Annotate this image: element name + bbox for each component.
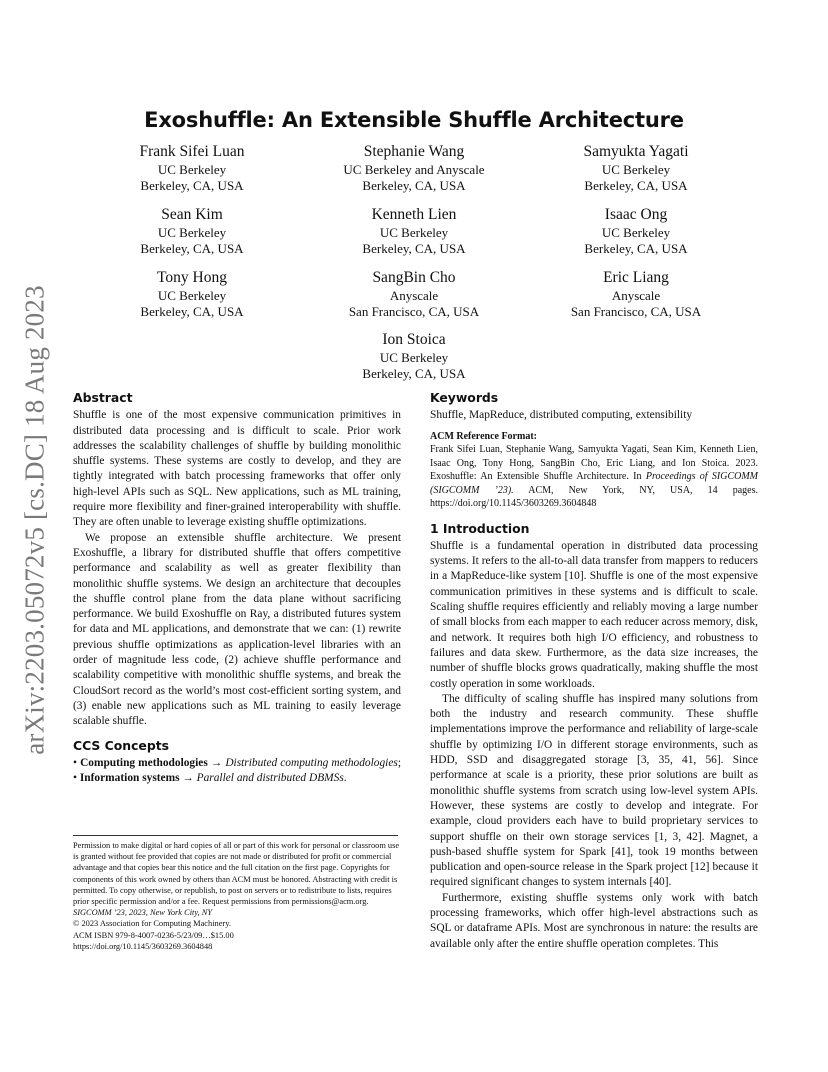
author-name: Sean Kim (161, 206, 223, 223)
permission-footnote (73, 840, 401, 952)
introduction-paragraph: The difficulty of scaling shuffle has inspired many solutions from both the industry and research community. These shuffle implementations improve the performance and reliability of large-scale shuffle by optimizing I/O in different storage environments, such as HDD, SSD and disaggregated storage [3, 35, 41, 56]. Since performance at scale is a priority, these prior solutions are built as monolithic shuffle systems from scratch using low-level system APIs. However, these systems are costly to develop and integrate. For example, cloud providers each have to build proprietary services to support shuffle on their own storage services [1, 3, 42]. Magnet, a push-based shuffle system for Spark [41], took 19 months between publication and open-source release in the Spark project [12] because it required significant changes to system internals [40]. (430, 692, 758, 889)
author-location: Berkeley, CA, USA (584, 241, 688, 256)
author-block (531, 205, 741, 257)
author-name: SangBin Cho (372, 269, 456, 286)
author-name: Tony Hong (157, 269, 227, 286)
abstract-paragraph: We propose an extensible shuffle architecture. We present Exoshuffle, a library for distributed shuffle that offers competitive performance and scalability as well as greater flexibility than monolithic shuffle systems. We design an architecture that decouples the shuffle control plane from the data plane without sacrificing performance. We build Exoshuffle on Ray, a distributed futures system for data and ML applications, and demonstrate that we can: (1) rewrite previous shuffle optimizations as application-level libraries with an order of magnitude less code, (2) achieve shuffle performance and scalability competitive with monolithic shuffle systems, and break the CloudSort record as the world’s most cost-efficient sorting system, and (3) enable new applications such as ML training to easily leverage scalable shuffle. (73, 531, 401, 728)
author-affiliation: UC Berkeley (157, 162, 227, 177)
doi-text: https://doi.org/10.1145/3603269.3604848 (73, 941, 213, 951)
introduction-heading: 1 Introduction (430, 520, 530, 536)
author-location: San Francisco, CA, USA (348, 304, 480, 319)
reference-format-text: Frank Sifei Luan, Stephanie Wang, Samyukta Yagati, Sean Kim, Kenneth Lien, Isaac Ong, Tony Hong, SangBin Cho, Eric Liang, and Ion Stoica. 2023. Exoshuffle: An Extensible Shuffle Architecture. In Proceedings of SIGCOMM (SIGCOMM ’23). ACM, New York, NY, USA, 14 pages. https://doi.org/10.1145/3603269.3604848 (430, 444, 758, 510)
author-location: Berkeley, CA, USA (140, 241, 244, 256)
author-name: Frank Sifei Luan (139, 143, 245, 160)
introduction-paragraph: Furthermore, existing shuffle systems only work with batch processing frameworks, which offer high-level abstractions such as SQL or dataframe APIs. Most are synchronous in nature: the results are available only after the entire shuffle operation completes. This (430, 891, 758, 950)
author-name: Eric Liang (603, 269, 669, 286)
author-affiliation: Anyscale (389, 288, 439, 303)
author-location: Berkeley, CA, USA (362, 178, 466, 193)
paper-title: Exoshuffle: An Extensible Shuffle Architecture (144, 108, 684, 132)
permission-text: Permission to make digital or hard copies of all or part of this work for personal or classroom use is granted without fee provided that copies are not made or distributed for profit or commercial advantage and that copies bear this notice and the full citation on the first page. Copyrights for components of this work owned by others than ACM must be honored. Abstracting with credit is permitted. To copy otherwise, or republish, to post on servers or to redistribute to lists, requires prior specific permission and/or a fee. Request permissions from permissions@acm.org. (73, 841, 400, 907)
left-column (73, 390, 401, 786)
author-location: Berkeley, CA, USA (140, 304, 244, 319)
ccs-concepts: • Computing methodologies → Distributed computing methodologies; • Information systems → Parallel and distributed DBMSs. (73, 756, 401, 785)
right-column (430, 390, 758, 952)
author-affiliation: Anyscale (611, 288, 661, 303)
introduction-paragraph: Shuffle is a fundamental operation in distributed data processing systems. It refers to the all-to-all data transfer from mappers to reducers in a MapReduce-like system [10]. Shuffle is one of the most expensive communication primitives in these systems and is difficult to scale. Scaling shuffle requires efficiently and reliably moving a large number of small blocks from each mapper to each reducer across memory, disk, and network. It requires both high I/O efficiency, and robustness to failures and data skew. Furthermore, as the data size increases, the number of shuffle blocks grows quadratically, making shuffle the most costly operation in some workloads. (430, 539, 758, 690)
ccs-heading: CCS Concepts (73, 737, 169, 753)
copyright-text: © 2023 Association for Computing Machinery. (73, 919, 231, 929)
author-name: Stephanie Wang (363, 143, 465, 160)
author-affiliation: UC Berkeley (379, 225, 449, 240)
author-affiliation: UC Berkeley (601, 162, 671, 177)
author-block (531, 142, 741, 194)
keywords-text: Shuffle, MapReduce, distributed computing, extensibility (430, 409, 693, 422)
arxiv-identifier-text: arXiv:2203.05072v5 [cs.DC] 18 Aug 2023 (19, 285, 50, 755)
author-location: Berkeley, CA, USA (362, 241, 466, 256)
abstract-heading: Abstract (73, 390, 133, 405)
author-location: Berkeley, CA, USA (584, 178, 688, 193)
author-affiliation: UC Berkeley (379, 350, 449, 365)
isbn-text: ACM ISBN 979-8-4007-0236-5/23/09…$15.00 (73, 930, 234, 940)
keywords-heading: Keywords (430, 390, 499, 405)
author-name: Samyukta Yagati (583, 143, 689, 160)
footnote-rule (73, 835, 398, 836)
author-affiliation: UC Berkeley (601, 225, 671, 240)
author-affiliation: UC Berkeley (157, 288, 227, 303)
author-block (309, 330, 519, 382)
author-block (531, 268, 741, 320)
author-block (309, 268, 519, 320)
abstract-paragraph: Shuffle is one of the most expensive communication primitives in distributed data processing and is difficult to scale. Prior work addresses the scalability challenges of shuffle by building monolithic shuffle systems. These systems are costly to develop, and they are tightly integrated with batch processing frameworks that offer only high-level APIs such as SQL. New applications, such as ML training, require more flexibility and finer-grained interoperability with shuffle. They are often unable to leverage existing shuffle optimizations. (73, 409, 401, 529)
arxiv-identifier-stamp (19, 280, 50, 760)
author-location: San Francisco, CA, USA (570, 304, 702, 319)
author-block (87, 205, 297, 257)
author-block (87, 142, 297, 194)
author-location: Berkeley, CA, USA (140, 178, 244, 193)
reference-format-heading: ACM Reference Format: (430, 430, 537, 442)
author-block (309, 142, 519, 194)
author-affiliation: UC Berkeley (157, 225, 227, 240)
author-name: Ion Stoica (382, 331, 446, 348)
author-block (87, 268, 297, 320)
venue-text: SIGCOMM ’23, 2023, New York City, NY (73, 908, 213, 918)
author-affiliation: UC Berkeley and Anyscale (343, 162, 485, 177)
author-location: Berkeley, CA, USA (362, 366, 466, 381)
author-name: Isaac Ong (604, 206, 668, 223)
author-block (309, 205, 519, 257)
author-name: Kenneth Lien (371, 206, 457, 223)
